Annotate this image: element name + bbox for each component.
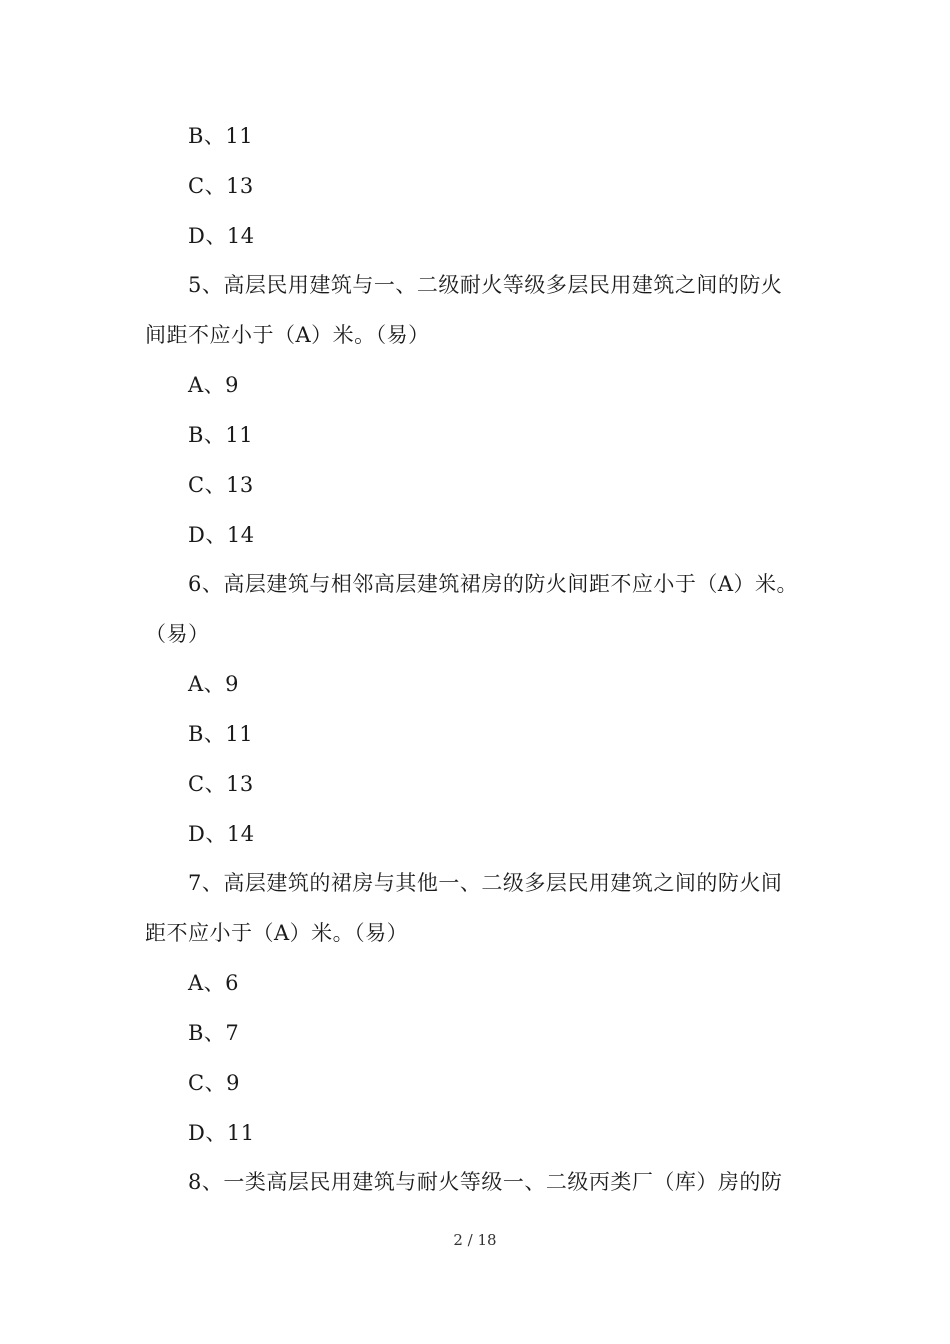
- q4-option-b: B、11: [188, 124, 254, 148]
- q7-option-a: A、6: [188, 971, 240, 995]
- q5-option-c: C、13: [188, 473, 254, 497]
- page-number: 2 / 18: [453, 1231, 497, 1249]
- q8-text-line-1: 8、一类高层民用建筑与耐火等级一、二级丙类厂（库）房的防: [188, 1170, 783, 1194]
- q7-option-b: B、7: [188, 1021, 240, 1045]
- q6-option-c: C、13: [188, 772, 254, 796]
- q6-option-a: A、9: [188, 672, 240, 696]
- q7-option-d: D、11: [188, 1121, 255, 1145]
- q5-text-line-1: 5、高层民用建筑与一、二级耐火等级多层民用建筑之间的防火: [188, 273, 783, 297]
- q6-text-line-2: （易）: [145, 622, 210, 646]
- q5-text-line-2: 间距不应小于（A）米。（易）: [145, 323, 430, 347]
- q6-option-d: D、14: [188, 822, 255, 846]
- q6-option-b: B、11: [188, 722, 254, 746]
- q4-option-d: D、14: [188, 224, 255, 248]
- q7-text-line-2: 距不应小于（A）米。（易）: [145, 921, 409, 945]
- q5-option-b: B、11: [188, 423, 254, 447]
- q5-option-a: A、9: [188, 373, 240, 397]
- q5-option-d: D、14: [188, 523, 255, 547]
- q6-text-line-1: 6、高层建筑与相邻高层建筑裙房的防火间距不应小于（A）米。: [188, 572, 799, 596]
- q7-text-line-1: 7、高层建筑的裙房与其他一、二级多层民用建筑之间的防火间: [188, 871, 783, 895]
- q4-option-c: C、13: [188, 174, 254, 198]
- q7-option-c: C、9: [188, 1071, 240, 1095]
